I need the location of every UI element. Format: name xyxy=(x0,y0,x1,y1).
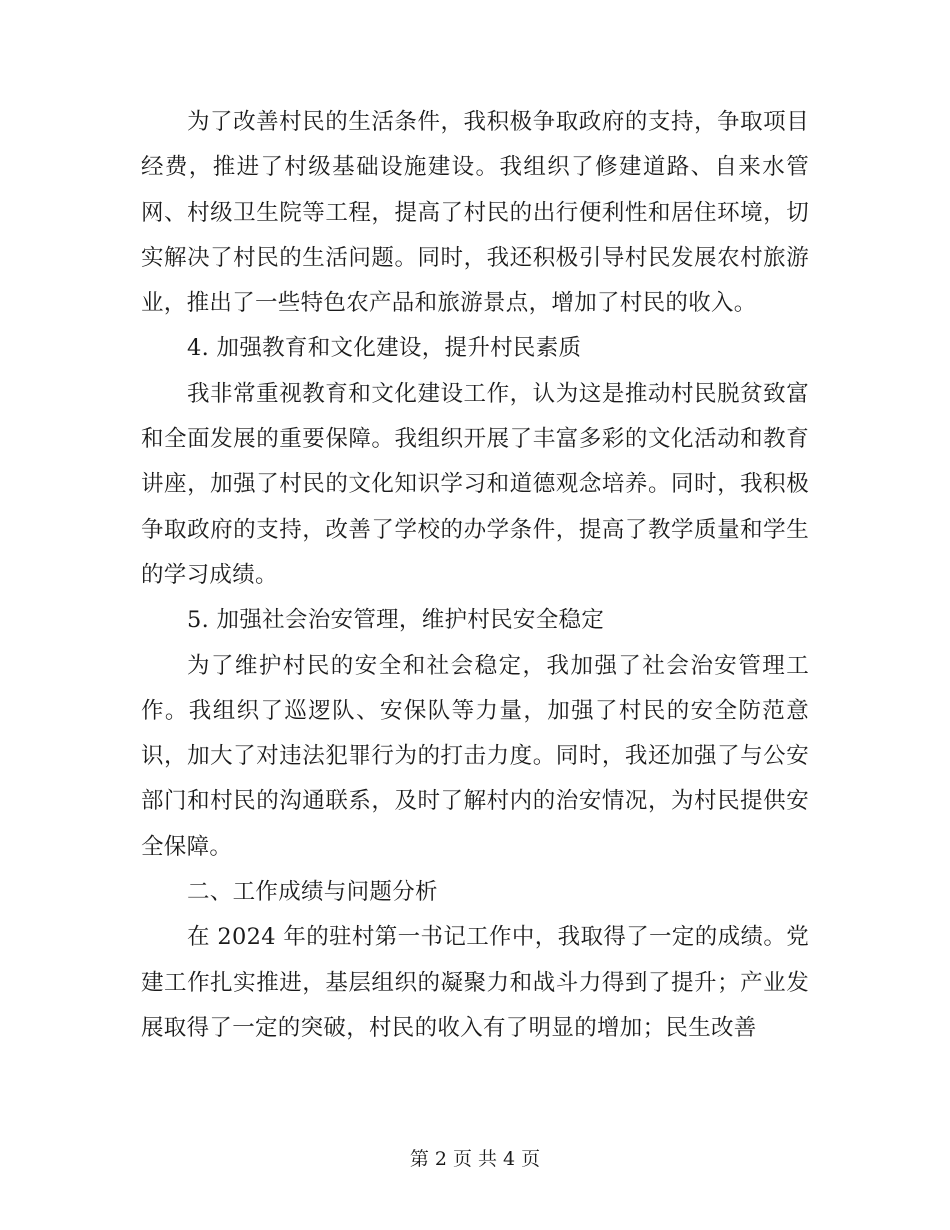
page-number-footer: 第 2 页 共 4 页 xyxy=(409,1148,541,1170)
paragraph-achievements: 在 2024 年的驻村第一书记工作中，我取得了一定的成绩。党建工作扎实推进，基层组织的凝聚力和战斗力得到了提升；产业发展取得了一定的突破，村民的收入有了明显的增加；民生改善 xyxy=(141,924,809,1041)
paragraph-public-security: 为了维护村民的安全和社会稳定，我加强了社会治安管理工作。我组织了巡逻队、安保队等力量，加强了村民的安全防范意识，加大了对违法犯罪行为的打击力度。同时，我还加强了与公安部门和村民的沟通联系，及时了解村内的治安情况，为村民提供安全保障。 xyxy=(141,652,809,860)
paragraph-education-culture: 我非常重视教育和文化建设工作，认为这是推动村民脱贫致富和全面发展的重要保障。我组织开展了丰富多彩的文化活动和教育讲座，加强了村民的文化知识学习和道德观念培养。同时，我积极争取政府的支持，改善了学校的办学条件，提高了教学质量和学生的学习成绩。 xyxy=(141,380,809,588)
document-body xyxy=(141,100,809,1051)
heading-education-culture: 4. 加强教育和文化建设，提升村民素质 xyxy=(187,335,582,362)
heading-public-security: 5. 加强社会治安管理，维护村民安全稳定 xyxy=(187,607,605,634)
heading-achievements-analysis: 二、工作成绩与问题分析 xyxy=(187,879,438,906)
paragraph-infrastructure: 为了改善村民的生活条件，我积极争取政府的支持，争取项目经费，推进了村级基础设施建设。我组织了修建道路、自来水管网、村级卫生院等工程，提高了村民的出行便利性和居住环境，切实解决了村民的生活问题。同时，我还积极引导村民发展农村旅游业，推出了一些特色农产品和旅游景点，增加了村民的收入。 xyxy=(141,109,809,317)
